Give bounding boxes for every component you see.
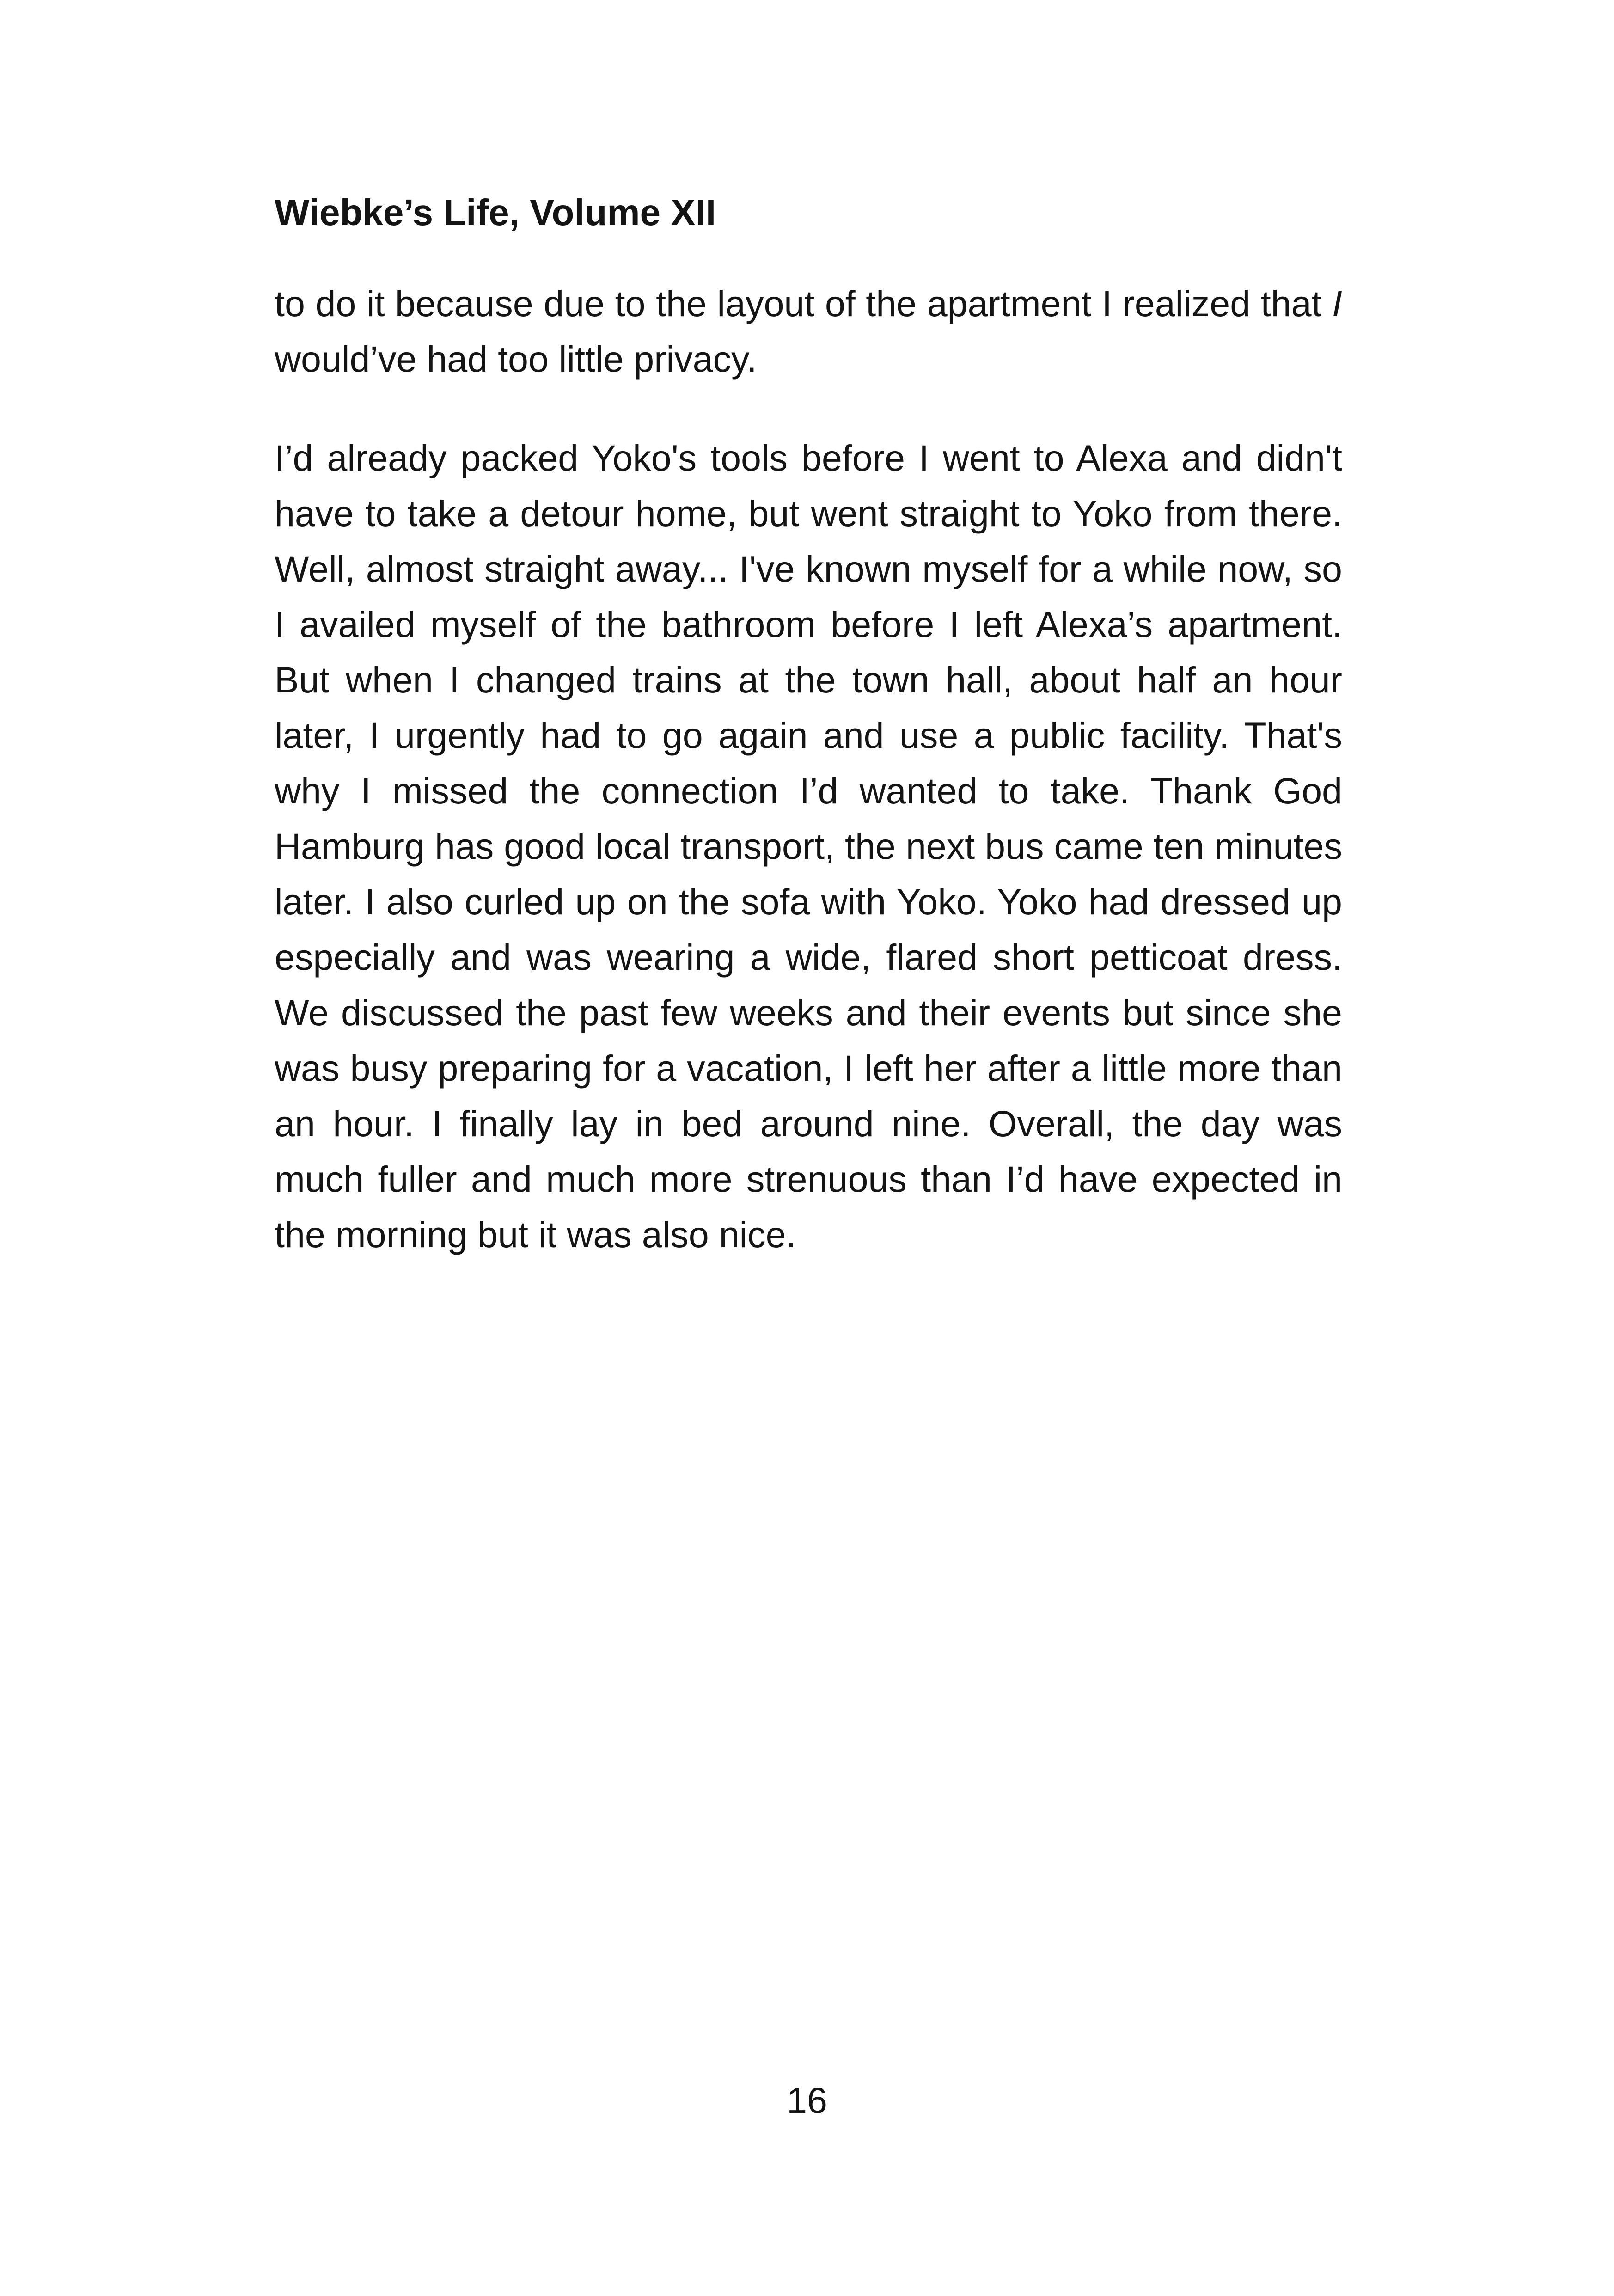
page-number: 16: [787, 2080, 827, 2121]
paragraph-1-emphasis: I: [1332, 283, 1342, 324]
running-header: Wiebke’s Life, Volume XII: [275, 192, 716, 233]
paragraph-1-text-start: to do it because due to the layout of the apartment I realized that: [275, 283, 1333, 324]
paragraph-2: I’d already packed Yoko's tools before I went to Alexa and didn't have to take a detour home, but went straight to Yoko from there. Well, almost straight away... I've known myself for a while now, so I availed myself of the bathroom before I left Alexa’s apartment. But when I changed trains at the town hall, about half an hour later, I urgently had to go again and use a public facility. That's why I missed the connection I’d wanted to take. Thank God Hamburg has good local transport, the next bus came ten minutes later. I also curled up on the sofa with Yoko. Yoko had dressed up especially and was wearing a wide, flared short petticoat dress. We discussed the past few weeks and their events but since she was busy preparing for a vacation, I left her after a little more than an hour. I finally lay in bed around nine. Overall, the day was much fuller and much more strenuous than I’d have expected in the morning but it was also nice.: [275, 437, 1342, 1255]
paragraph-1: [275, 276, 1342, 387]
paragraph-1-text-end: would’ve had too little privacy.: [275, 338, 757, 380]
body-text: [275, 276, 1342, 1306]
